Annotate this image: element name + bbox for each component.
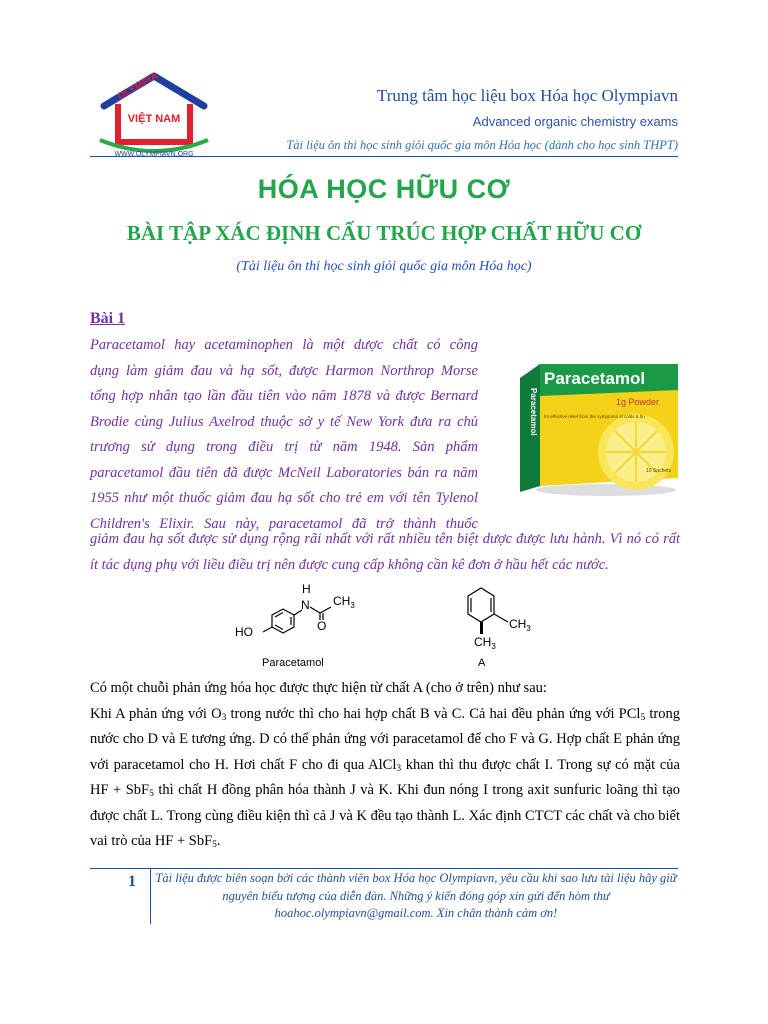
intro-line: 1955 như một thuốc giảm đau hạ sốt cho trẻ em với tên Tylenol: [90, 490, 478, 506]
chain-intro: Có một chuỗi phản ứng hóa học được thực hiện từ chất A (cho ở trên) như sau:: [90, 680, 547, 696]
intro-line: paracetamol đầu tiên đã được McNeil Laboratories bán ra năm: [90, 464, 478, 481]
page-number: 1: [128, 873, 136, 890]
box-dose: 1g Powder: [616, 397, 660, 407]
intro-paragraph: [90, 333, 478, 537]
footer-divider: [150, 868, 151, 924]
logo-top-text: OLYMPIA: [116, 70, 161, 103]
footer-text: Tài liệu được biên soạn bởi các thành viên box Hóa học Olympiavn, yêu cầu khi sao lưu tài liệu hãy giữ nguyên biểu tượng của diễn đàn. Những ý kiến đóng góp xin gửi đến hòm thư hoahoc.olympiavn@gmail.com. Xin chân thành cảm ơn!: [155, 871, 677, 920]
compound-a-structure: [468, 588, 508, 622]
intro-line: trương sử dụng trong điều trị từ năm 1948. Sản phẩm: [90, 439, 478, 455]
intro-paragraph-tail: giảm đau hạ sốt được sử dụng rộng rãi nhất với rất nhiều tên biệt dược được lưu hành. Vì nó có rất ít tác dụng phụ với liều điều trị nên được cung cấp không cần kê đơn ở hầu hết các nước.: [90, 531, 680, 573]
chemical-structures: [228, 578, 548, 670]
box-brand: Paracetamol: [544, 369, 646, 388]
intro-line: Brodie cùng Julius Axelrod thuộc sở y tế New York đưa ra chủ: [90, 413, 478, 430]
page-title: HÓA HỌC HỮU CƠ: [257, 174, 511, 204]
intro-line: Paracetamol hay acetaminophen là một dược chất có công: [90, 337, 478, 353]
a-wedge-bond: [480, 622, 483, 634]
para-ch3-sub: 3: [350, 601, 355, 610]
a-ch3-2: CH: [474, 635, 492, 649]
box-tagline: for effective relief from the symptoms of colds & flu: [544, 414, 645, 419]
svg-text:CH3: [474, 635, 496, 651]
footer-rule: [90, 868, 678, 869]
header-subtitle: Advanced organic chemistry exams: [472, 114, 678, 129]
page-note: (Tài liệu ôn thi học sinh giỏi quốc gia môn Hóa học): [236, 259, 532, 274]
box-side-text: Paracetamol: [529, 388, 538, 436]
a-ch3-1-sub: 3: [526, 624, 531, 633]
para-n: N: [301, 598, 310, 612]
compound-a-label: A: [478, 657, 486, 669]
paracetamol-box-image: [518, 360, 680, 498]
a-ch3-1: CH: [509, 617, 527, 631]
para-o: O: [317, 619, 327, 633]
intro-line: tổng hợp nhân tạo lần đầu tiên vào năm 1878 và được Bernard: [90, 388, 478, 404]
para-ch3: CH: [333, 594, 351, 608]
svg-text:CH3: [509, 617, 531, 633]
box-count: 10 Sachets: [646, 468, 672, 474]
intro-line: Children's Elixir. Sau này, paracetamol đã trở thành thuốc: [90, 515, 478, 532]
problem-text: [90, 676, 680, 855]
intro-line: dụng làm giảm đau và hạ sốt, được Harmon Northrop Morse: [90, 362, 478, 379]
exercise-heading: Bài 1: [90, 310, 126, 327]
a-ch3-2-sub: 3: [491, 642, 496, 651]
para-nh-h: H: [302, 582, 311, 596]
page-subtitle: BÀI TẬP XÁC ĐỊNH CẤU TRÚC HỢP CHẤT HỮU CƠ: [126, 221, 642, 245]
svg-text:CH3: [333, 594, 355, 610]
reaction-description: Khi A phản ứng với $O_3$ trong nước thì cho hai hợp chất B và C. Cả hai đều phản ứng với PCl$_5$ trong nước cho D và E tương ứng. D có thể phản ứng với paracetamol để cho F và G. Hợp chất E phản ứng với paracetamol cho H. Hơi chất F cho đi qua AlCl$_3$ khan thì thu được chất I. Trong sự có mặt của HF + SbF$_5$ thì chất H đồng phân hóa thành J và K. Khi đun nóng I trong axit sunfuric loãng thì tạo được chất L. Trong cùng điều kiện thì cả J và K đều tạo thành L. Xác định CTCT các chất và cho biết vai trò của HF + SbF$_5$.: [90, 705, 681, 850]
header-rule: [90, 156, 678, 157]
header-description: Tài liệu ôn thi học sinh giỏi quốc gia môn Hóa học (dành cho học sinh THPT): [286, 138, 678, 152]
paracetamol-label: Paracetamol: [262, 657, 324, 669]
header-center-name: Trung tâm học liệu box Hóa học Olympiavn: [376, 86, 678, 105]
logo-url: WWW.OLYMPIAVN.ORG: [114, 151, 194, 158]
logo-mid-text: VIỆT NAM: [127, 113, 181, 125]
olympia-logo: [98, 70, 210, 160]
para-ho: HO: [235, 625, 253, 639]
